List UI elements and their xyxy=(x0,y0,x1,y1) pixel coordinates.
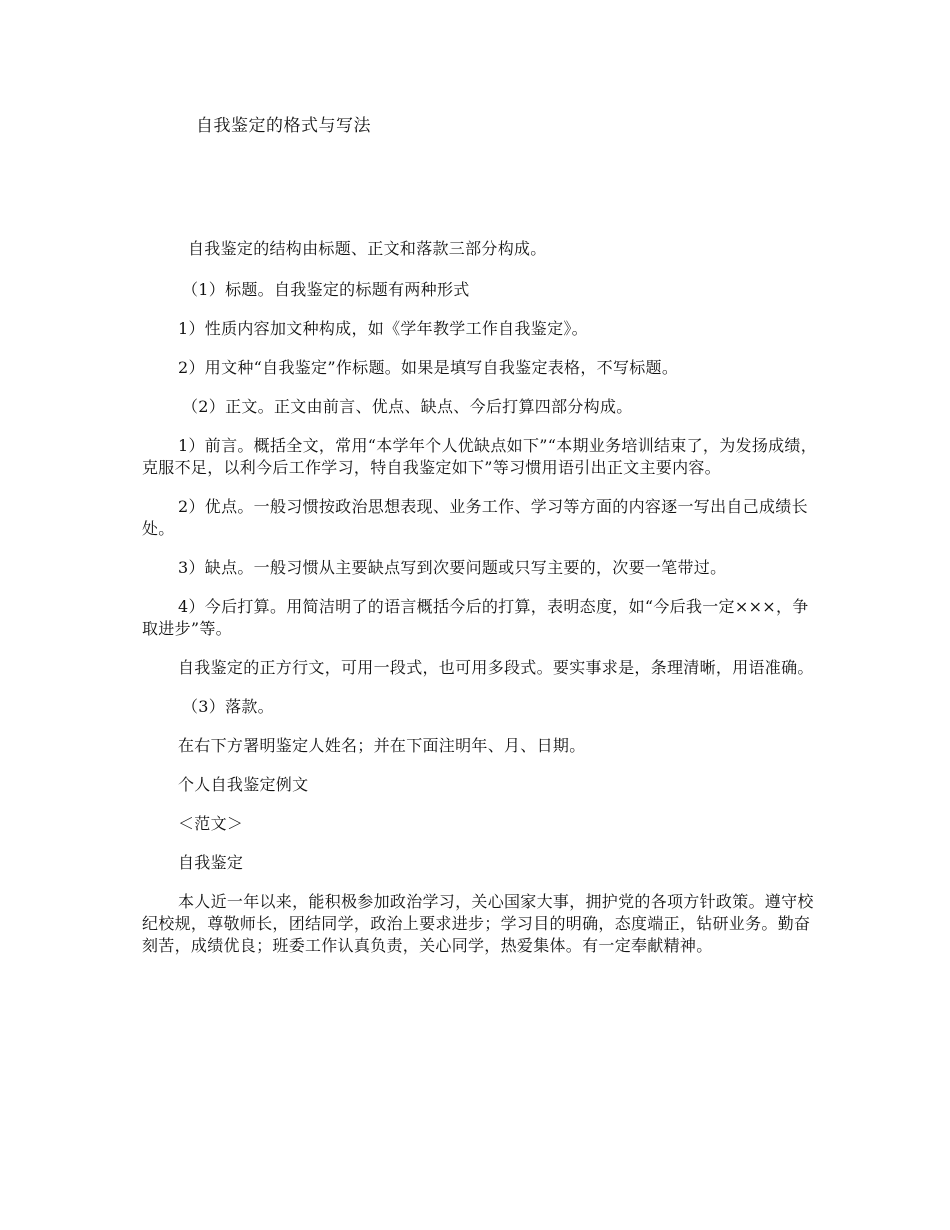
document-title: 自我鉴定的格式与写法 xyxy=(196,116,371,136)
paragraph-signature-instructions: 在右下方署明鉴定人姓名；并在下面注明年、月、日期。 xyxy=(178,736,586,755)
paragraph-example-heading: 个人自我鉴定例文 xyxy=(178,775,309,794)
paragraph-preface: 1）前言。概括全文，常用“本学年个人优缺点如下”“本期业务培训结束了，为发扬成绩，克服不足，以利今后工作学习，特自我鉴定如下”等习惯用语引出正文主要内容。 xyxy=(142,436,818,477)
paragraph-heading-signature: （3）落款。 xyxy=(182,697,274,716)
paragraph-writing-style: 自我鉴定的正方行文，可用一段式，也可用多段式。要实事求是，条理清晰，用语准确。 xyxy=(178,658,814,677)
paragraph-sample-body: 本人近一年以来，能积极参加政治学习，关心国家大事，拥护党的各项方针政策。遵守校纪校规，尊敬师长，团结同学，政治上要求进步；学习目的明确，态度端正，钻研业务。勤奋刻苦，成绩优良；班委工作认真负责，关心同学，热爱集体。有一定奉献精神。 xyxy=(142,892,814,955)
paragraph-strengths: 2）优点。一般习惯按政治思想表现、业务工作、学习等方面的内容逐一写出自己成绩长处。 xyxy=(142,497,808,538)
document-body xyxy=(142,238,824,974)
paragraph-title-form-2: 2）用文种“自我鉴定”作标题。如果是填写自我鉴定表格，不写标题。 xyxy=(178,358,679,377)
paragraph-title-form-1: 1）性质内容加文种构成，如《学年教学工作自我鉴定》。 xyxy=(178,319,588,338)
paragraph-weaknesses: 3）缺点。一般习惯从主要缺点写到次要问题或只写主要的，次要一笔带过。 xyxy=(178,558,727,577)
paragraph-sample-title: 自我鉴定 xyxy=(178,853,244,872)
paragraph-structure: 自我鉴定的结构由标题、正文和落款三部分构成。 xyxy=(188,239,547,258)
paragraph-sample-label: ＜范文＞ xyxy=(178,814,244,833)
paragraph-heading-title: （1）标题。自我鉴定的标题有两种形式 xyxy=(182,280,470,299)
paragraph-heading-body: （2）正文。正文由前言、优点、缺点、今后打算四部分构成。 xyxy=(182,397,633,416)
paragraph-future-plans: 4）今后打算。用简洁明了的语言概括今后的打算，表明态度，如“今后我一定×××，争取进步”等。 xyxy=(142,597,809,638)
